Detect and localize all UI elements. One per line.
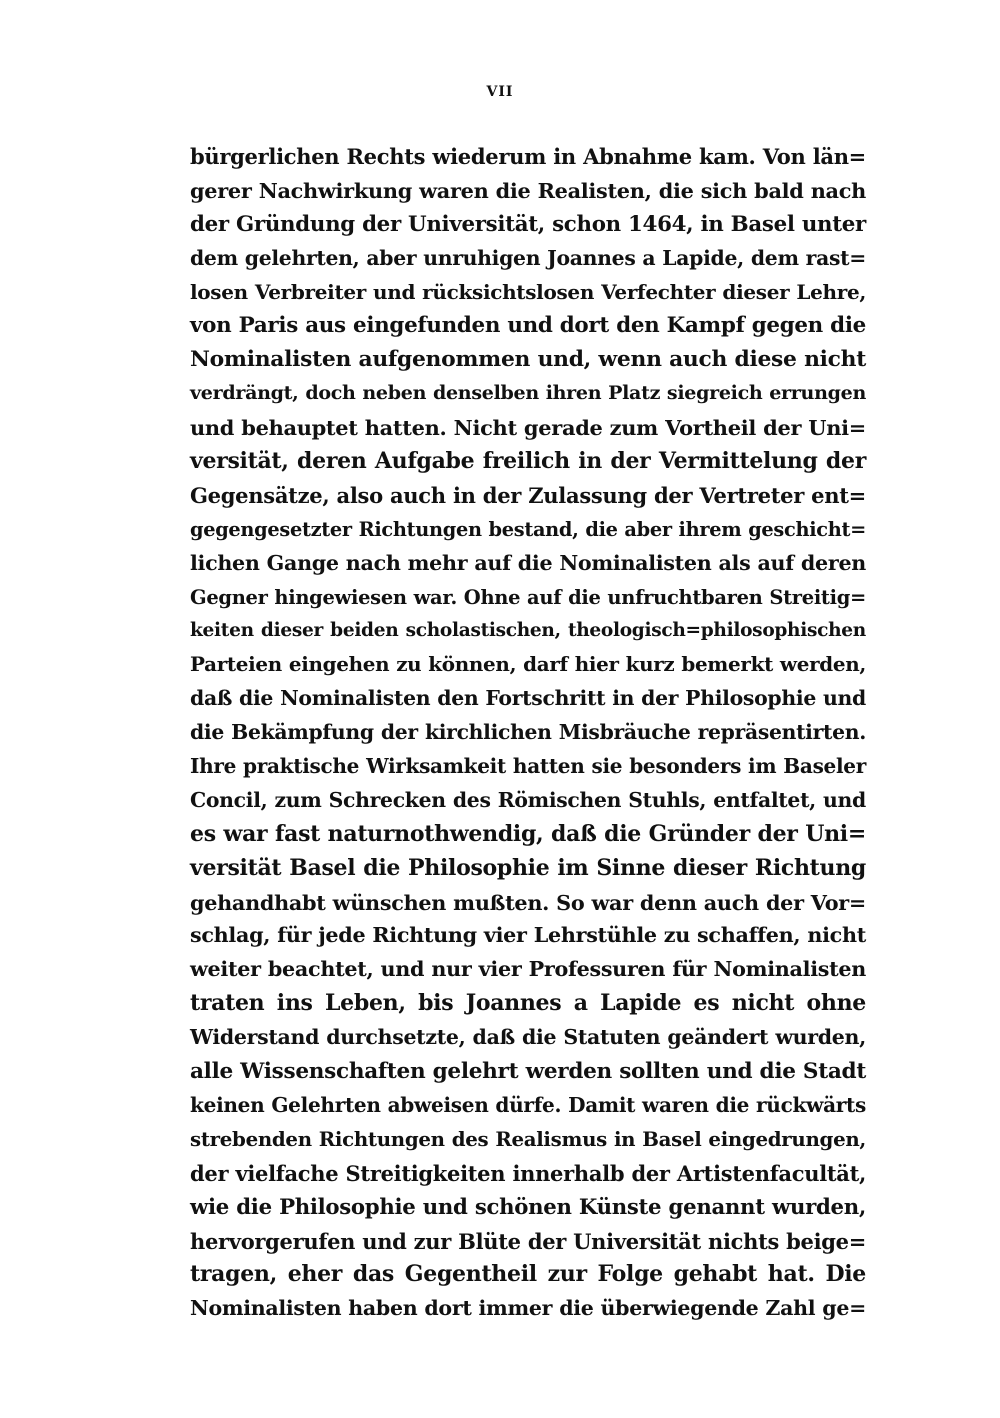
- text-line: losen Verbreiter und rücksichtslosen Verfechter dieser Lehre,: [190, 279, 866, 304]
- text-line: Nominalisten aufgenommen und, wenn auch diese nicht: [190, 347, 866, 373]
- text-line: und behauptet hatten. Nicht gerade zum Vortheil der Uni=: [190, 415, 866, 441]
- text-line: versität, deren Aufgabe freilich in der Vermittelung der: [190, 448, 866, 475]
- text-line: strebenden Richtungen des Realismus in Basel eingedrungen,: [190, 1126, 866, 1151]
- text-line: tragen, eher das Gegentheil zur Folge gehabt hat. Die: [190, 1261, 866, 1288]
- text-line: der Gründung der Universität, schon 1464, in Basel unter: [190, 211, 866, 237]
- text-line: bürgerlichen Rechts wiederum in Abnahme kam. Von län=: [190, 144, 866, 169]
- text-line: Concil, zum Schrecken des Römischen Stuhls, entfaltet, und: [190, 787, 866, 812]
- text-line: verdrängt, doch neben denselben ihren Platz siegreich errungen: [190, 382, 866, 405]
- text-line: versität Basel die Philosophie im Sinne dieser Richtung: [190, 854, 866, 881]
- text-line: daß die Nominalisten den Fortschritt in der Philosophie und: [190, 686, 866, 711]
- text-line: Ihre praktische Wirksamkeit hatten sie besonders im Baseler: [190, 754, 866, 779]
- page-number: VII: [486, 84, 514, 100]
- text-line: es war fast naturnothwendig, daß die Gründer der Uni=: [190, 820, 866, 847]
- text-line: die Bekämpfung der kirchlichen Misbräuche repräsentirten.: [190, 720, 866, 745]
- text-line: alle Wissenschaften gelehrt werden sollten und die Stadt: [190, 1059, 866, 1085]
- text-line: gerer Nachwirkung waren die Realisten, die sich bald nach: [190, 177, 866, 203]
- text-line: keinen Gelehrten abweisen dürfe. Damit waren die rückwärts: [190, 1092, 866, 1117]
- text-line: der vielfache Streitigkeiten innerhalb der Artistenfacultät,: [190, 1160, 866, 1186]
- text-line: Gegner hingewiesen war. Ohne auf die unfruchtbaren Streitig=: [190, 585, 866, 609]
- text-line: gehandhabt wünschen mußten. So war denn auch der Vor=: [190, 889, 866, 915]
- text-line: lichen Gange nach mehr auf die Nominalisten als auf deren: [190, 550, 866, 575]
- text-line: Widerstand durchsetzte, daß die Statuten geändert wurden,: [190, 1025, 866, 1050]
- text-line: von Paris aus eingefunden und dort den Kampf gegen die: [190, 313, 866, 339]
- text-line: Nominalisten haben dort immer die überwiegende Zahl ge=: [190, 1296, 866, 1321]
- text-line: Parteien eingehen zu können, darf hier kurz bemerkt werden,: [190, 652, 866, 677]
- text-line: weiter beachtet, und nur vier Professuren für Nominalisten: [190, 957, 866, 982]
- body-text: [190, 140, 866, 1326]
- text-line: schlag, für jede Richtung vier Lehrstühle zu schaffen, nicht: [190, 923, 866, 948]
- text-line: keiten dieser beiden scholastischen, theologisch=philosophischen: [190, 620, 866, 642]
- text-line: hervorgerufen und zur Blüte der Universität nichts beige=: [190, 1228, 866, 1254]
- text-line: wie die Philosophie und schönen Künste genannt wurden,: [190, 1194, 866, 1220]
- text-line: Gegensätze, also auch in der Zulassung der Vertreter ent=: [190, 482, 866, 508]
- text-line: gegengesetzter Richtungen bestand, die aber ihrem geschicht=: [190, 517, 866, 541]
- text-line: dem gelehrten, aber unruhigen Joannes a Lapide, dem rast=: [190, 245, 866, 270]
- text-line: traten ins Leben, bis Joannes a Lapide es nicht ohne: [190, 990, 866, 1017]
